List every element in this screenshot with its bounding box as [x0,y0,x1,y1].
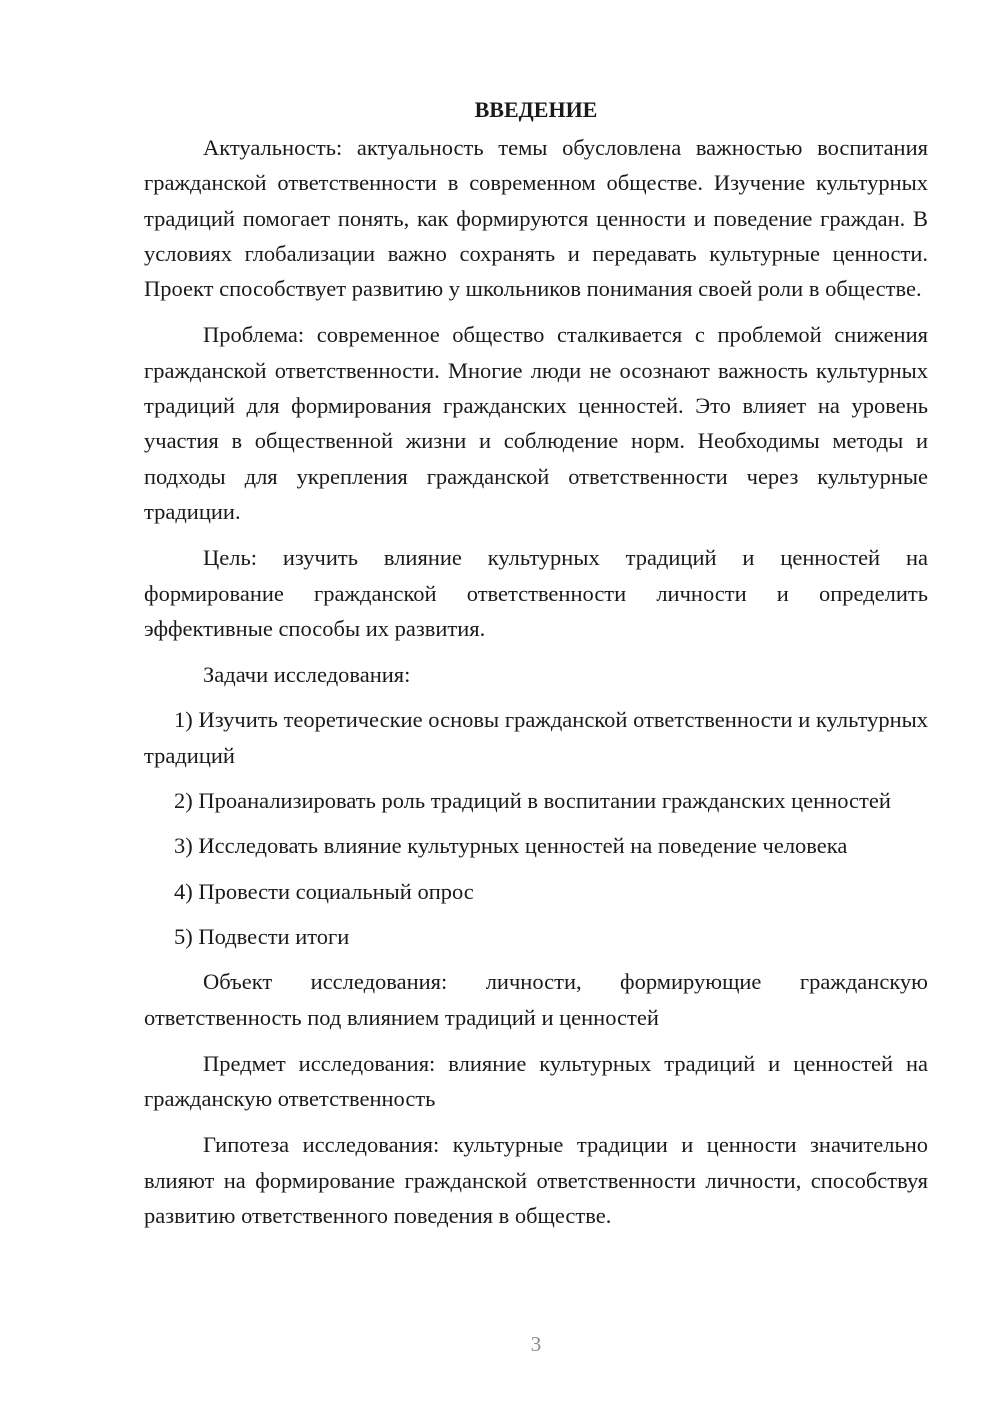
hypothesis-paragraph: Гипотеза исследования: культурные традиции и ценности значительно влияют на формирование гражданской ответственности личности, способствуя развитию ответственного поведения в обществе. [144,1132,928,1229]
task-item: 1) Изучить теоретические основы гражданской ответственности и культурных традиций [144,707,928,768]
subject-paragraph: Предмет исследования: влияние культурных традиций и ценностей на гражданскую ответственность [144,1050,928,1112]
tasks-list [144,702,928,954]
task-item: 5) Подвести итоги [174,923,350,949]
tasks-heading: Задачи исследования: [203,662,411,688]
task-item: 3) Исследовать влияние культурных ценностей на поведение человека [174,833,848,859]
page-title: ВВЕДЕНИЕ [474,97,598,122]
object-paragraph: Объект исследования: личности, формирующие гражданскую ответственность под влиянием традиций и ценностей [144,969,928,1030]
page-number: 3 [530,1332,542,1356]
page-content [144,92,928,1244]
task-item: 4) Провести социальный опрос [174,878,474,904]
goal-paragraph: Цель: изучить влияние культурных традиций и ценностей на формирование гражданской ответственности личности и определить эффективные способы их развития. [144,545,928,641]
problem-paragraph: Проблема: современное общество сталкивается с проблемой снижения гражданской ответственности. Многие люди не осознают важность культурных традиций для формирования гражданских ценностей. Это влияет на уровень участия в общественной жизни и соблюдение норм. Необходимы методы и подходы для укрепления гражданской ответственности через культурные традиции. [144,322,928,524]
task-item: 2) Проанализировать роль традиций в воспитании гражданских ценностей [174,788,891,814]
relevance-paragraph: Актуальность: актуальность темы обусловлена важностью воспитания гражданской ответственности в современном обществе. Изучение культурных традиций помогает понять, как формируются ценности и поведение граждан. В условиях глобализации важно сохранять и передавать культурные ценности. Проект способствует развитию у школьников понимания своей роли в обществе. [144,135,928,302]
